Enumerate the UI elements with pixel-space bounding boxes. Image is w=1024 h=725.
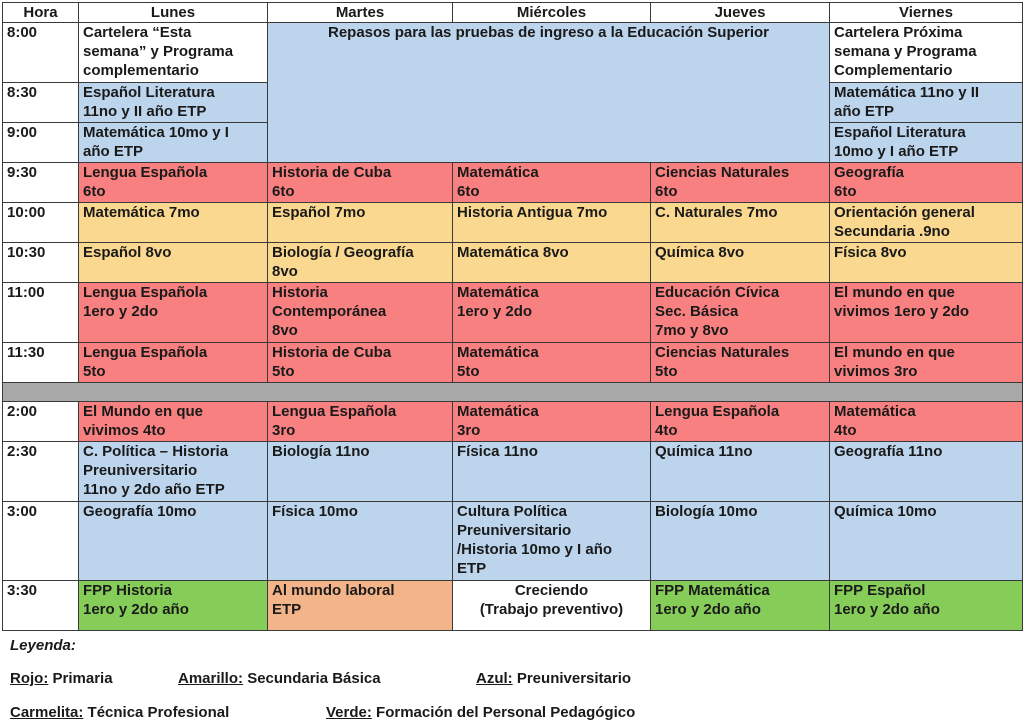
- cell-lunes: Lengua Española 1ero y 2do: [79, 283, 268, 343]
- cell-martes: Biología / Geografía 8vo: [268, 243, 453, 283]
- legend-key: Amarillo:: [178, 670, 244, 687]
- cell-viernes: El mundo en que vivimos 3ro: [830, 343, 1023, 383]
- hour-cell: 11:30: [3, 343, 79, 383]
- hour-cell: 9:00: [3, 123, 79, 163]
- cell-miercoles: Cultura Política Preuniversitario /Historia 10mo y I año ETP: [453, 502, 651, 581]
- header-viernes: Viernes: [830, 3, 1023, 23]
- header-miercoles: Miércoles: [453, 3, 651, 23]
- cell-martes: Historia Contemporánea 8vo: [268, 283, 453, 343]
- row-330: [3, 581, 1023, 631]
- header-row: [3, 3, 1023, 23]
- cell-viernes: Matemática 4to: [830, 402, 1023, 442]
- cell-lunes: Cartelera “Esta semana” y Programa complementario: [79, 23, 268, 83]
- cell-viernes: Química 10mo: [830, 502, 1023, 581]
- cell-viernes: Física 8vo: [830, 243, 1023, 283]
- cell-jueves: Lengua Española 4to: [651, 402, 830, 442]
- cell-miercoles: Matemática 5to: [453, 343, 651, 383]
- cell-lunes: El Mundo en que vivimos 4to: [79, 402, 268, 442]
- cell-martes: Física 10mo: [268, 502, 453, 581]
- header-lunes: Lunes: [79, 3, 268, 23]
- cell-miercoles: Historia Antigua 7mo: [453, 203, 651, 243]
- hour-cell: 3:30: [3, 581, 79, 631]
- legend-value: Técnica Profesional: [87, 704, 230, 721]
- hour-cell: 2:30: [3, 442, 79, 502]
- hour-cell: 9:30: [3, 163, 79, 203]
- legend-item-amarillo: [178, 670, 381, 688]
- row-1030: [3, 243, 1023, 283]
- row-800: [3, 23, 1023, 83]
- break-divider: [3, 383, 1023, 402]
- cell-lunes: C. Política – Historia Preuniversitario 11no y 2do año ETP: [79, 442, 268, 502]
- cell-miercoles: Matemática 3ro: [453, 402, 651, 442]
- cell-lunes: Matemática 10mo y I año ETP: [79, 123, 268, 163]
- row-1000: [3, 203, 1023, 243]
- cell-jueves: Ciencias Naturales 6to: [651, 163, 830, 203]
- cell-martes: Lengua Española 3ro: [268, 402, 453, 442]
- row-1100: [3, 283, 1023, 343]
- cell-miercoles: Matemática 1ero y 2do: [453, 283, 651, 343]
- cell-viernes: El mundo en que vivimos 1ero y 2do: [830, 283, 1023, 343]
- cell-martes: Español 7mo: [268, 203, 453, 243]
- cell-miercoles: Física 11no: [453, 442, 651, 502]
- cell-jueves: Química 11no: [651, 442, 830, 502]
- cell-martes: Al mundo laboral ETP: [268, 581, 453, 631]
- hour-cell: 10:30: [3, 243, 79, 283]
- legend-value: Primaria: [52, 670, 113, 687]
- cell-lunes: Geografía 10mo: [79, 502, 268, 581]
- legend-item-carmelita: [10, 704, 229, 722]
- cell-viernes: Matemática 11no y II año ETP: [830, 83, 1023, 123]
- schedule-table: [2, 2, 1023, 631]
- hour-cell: 11:00: [3, 283, 79, 343]
- cell-miercoles: Matemática 6to: [453, 163, 651, 203]
- cell-jueves: Química 8vo: [651, 243, 830, 283]
- break-row: [3, 383, 1023, 402]
- cell-viernes: Cartelera Próxima semana y Programa Complementario: [830, 23, 1023, 83]
- cell-jueves: C. Naturales 7mo: [651, 203, 830, 243]
- cell-lunes: Lengua Española 5to: [79, 343, 268, 383]
- legend-value: Secundaria Básica: [247, 670, 381, 687]
- cell-jueves: Ciencias Naturales 5to: [651, 343, 830, 383]
- row-200: [3, 402, 1023, 442]
- legend-item-azul: [476, 670, 631, 688]
- cell-miercoles: Matemática 8vo: [453, 243, 651, 283]
- cell-lunes: FPP Historia 1ero y 2do año: [79, 581, 268, 631]
- cell-martes: Historia de Cuba 6to: [268, 163, 453, 203]
- cell-viernes: Orientación general Secundaria .9no: [830, 203, 1023, 243]
- cell-viernes: Español Literatura 10mo y I año ETP: [830, 123, 1023, 163]
- cell-repasos-merged: Repasos para las pruebas de ingreso a la Educación Superior: [268, 23, 830, 163]
- cell-lunes: Lengua Española 6to: [79, 163, 268, 203]
- cell-jueves: Educación Cívica Sec. Básica 7mo y 8vo: [651, 283, 830, 343]
- legend-title: Leyenda:: [10, 637, 76, 654]
- cell-lunes: Español Literatura 11no y II año ETP: [79, 83, 268, 123]
- hour-cell: 10:00: [3, 203, 79, 243]
- cell-miercoles: Creciendo (Trabajo preventivo): [453, 581, 651, 631]
- cell-viernes: Geografía 6to: [830, 163, 1023, 203]
- legend-key: Verde:: [326, 704, 372, 721]
- hour-cell: 8:00: [3, 23, 79, 83]
- legend-key: Rojo:: [10, 670, 49, 687]
- cell-martes: Historia de Cuba 5to: [268, 343, 453, 383]
- header-hora: Hora: [3, 3, 79, 23]
- header-jueves: Jueves: [651, 3, 830, 23]
- cell-lunes: Español 8vo: [79, 243, 268, 283]
- hour-cell: 8:30: [3, 83, 79, 123]
- hour-cell: 2:00: [3, 402, 79, 442]
- cell-viernes: FPP Español 1ero y 2do año: [830, 581, 1023, 631]
- legend-value: Formación del Personal Pedagógico: [376, 704, 636, 721]
- hour-cell: 3:00: [3, 502, 79, 581]
- row-930: [3, 163, 1023, 203]
- row-1130: [3, 343, 1023, 383]
- row-230: [3, 442, 1023, 502]
- legend-item-verde: [326, 704, 635, 722]
- row-300: [3, 502, 1023, 581]
- legend-value: Preuniversitario: [516, 670, 632, 687]
- legend-key: Azul:: [476, 670, 513, 687]
- legend-item-rojo: [10, 670, 113, 688]
- cell-viernes: Geografía 11no: [830, 442, 1023, 502]
- legend-key: Carmelita:: [10, 704, 84, 721]
- cell-martes: Biología 11no: [268, 442, 453, 502]
- cell-jueves: Biología 10mo: [651, 502, 830, 581]
- header-martes: Martes: [268, 3, 453, 23]
- cell-jueves: FPP Matemática 1ero y 2do año: [651, 581, 830, 631]
- cell-lunes: Matemática 7mo: [79, 203, 268, 243]
